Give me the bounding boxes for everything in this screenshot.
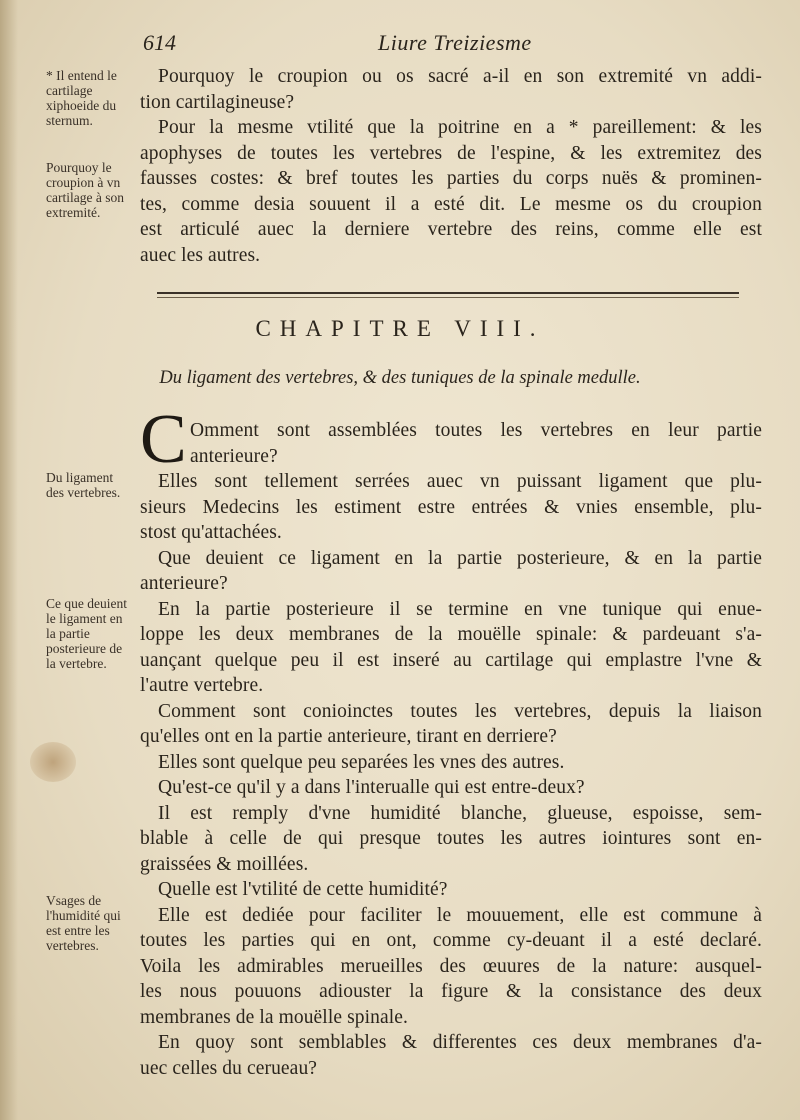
text-line: tion cartilagineuse? (140, 91, 295, 113)
text-line: Elles sont tellement serrées auec vn puissant ligament que plu- (158, 471, 762, 492)
text-line: En quoy sont semblables & differentes ces deux membranes d'a- (158, 1032, 762, 1053)
text-line: Voila les admirables merueilles des œuures de la nature: ausquel- (140, 955, 762, 977)
text-line: uançant quelque peu il est inseré au cartilage qui emplastre l'vne & (140, 649, 762, 671)
text-line: Pourquoy le croupion ou os sacré a-il en son extremité vn addi- (158, 66, 762, 87)
text-line: auec les autres. (140, 244, 261, 266)
drop-cap: C (140, 401, 187, 478)
text-line: sieurs Medecins les estiment estre entrées & vnies ensemble, plu- (140, 496, 762, 518)
text-line: Quelle est l'vtilité de cette humidité? (158, 879, 448, 900)
text-line: Il est remply d'vne humidité blanche, glueuse, espoisse, sem- (158, 802, 762, 824)
body-text-block (140, 418, 762, 1081)
text-line: toutes les parties qui en ont, comme cy-deuant il a esté declaré. (140, 930, 762, 951)
text-line: Qu'est-ce qu'il y a dans l'interualle qui est entre-deux? (158, 777, 585, 798)
text-line: Elles sont quelque peu separées les vnes des autres. (158, 751, 565, 773)
text-line: stost qu'attachées. (140, 522, 282, 543)
text-line: graissées & moillées. (140, 853, 309, 875)
text-line: uec celles du cerueau? (140, 1057, 318, 1079)
text-line: apophyses de toutes les vertebres de l'espine, & les extremitez des (140, 142, 762, 164)
chapter-heading: CHAPITRE VIII. (255, 316, 545, 341)
running-title: Liure Treiziesme (378, 30, 532, 55)
section-divider (157, 292, 739, 298)
text-line: Que deuient ce ligament en la partie posterieure, & en la partie (158, 547, 762, 569)
text-line: membranes de la mouëlle spinale. (140, 1006, 408, 1028)
paper-stain (30, 742, 76, 782)
text-line: fausses costes: & bref toutes les parties du corps nuës & prominen- (140, 168, 762, 189)
text-line: En la partie posterieure il se termine en vne tunique qui enue- (158, 598, 762, 620)
text-line: Omment sont assemblées toutes les vertebres en leur partie (190, 420, 762, 441)
top-text-block (140, 64, 762, 268)
margin-note: Ce que deuient le ligament en la partie posterieure de la vertebre. (46, 596, 127, 671)
chapter-subtitle: Du ligament des vertebres, & des tuniques de la spinale medulle. (159, 368, 641, 388)
margin-note: * Il entend le cartilage xiphoeide du sternum. (46, 68, 117, 128)
text-line: anterieure? (190, 445, 278, 467)
text-line: tes, comme desia souuent il a esté dit. Le mesme os du croupion (140, 193, 762, 215)
margin-note: Pourquoy le croupion à vn cartilage à son extremité. (46, 160, 124, 220)
text-line: blable à celle de qui presque toutes les autres iointures sont en- (140, 828, 762, 849)
page-header (0, 30, 800, 60)
margin-note: Vsages de l'humidité qui est entre les vertebres. (46, 893, 121, 953)
text-line: les nous pouuons adiouster la figure & la consistance des deux (140, 981, 762, 1002)
text-line: loppe les deux membranes de la mouëlle spinale: & pardeuant s'a- (140, 624, 762, 645)
text-line: est articulé auec la derniere vertebre des reins, comme elle est (140, 219, 762, 240)
text-line: qu'elles ont en la partie anterieure, tirant en derriere? (140, 726, 557, 747)
text-line: l'autre vertebre. (140, 675, 264, 696)
text-line: Elle est dediée pour faciliter le mouuement, elle est commune à (158, 904, 762, 926)
page-number: 614 (143, 30, 176, 55)
text-line: Pour la mesme vtilité que la poitrine en a * pareillement: & les (158, 117, 762, 138)
text-line: Comment sont conioinctes toutes les vertebres, depuis la liaison (158, 700, 762, 722)
margin-note: Du ligament des vertebres. (46, 470, 121, 500)
text-line: anterieure? (140, 573, 228, 594)
